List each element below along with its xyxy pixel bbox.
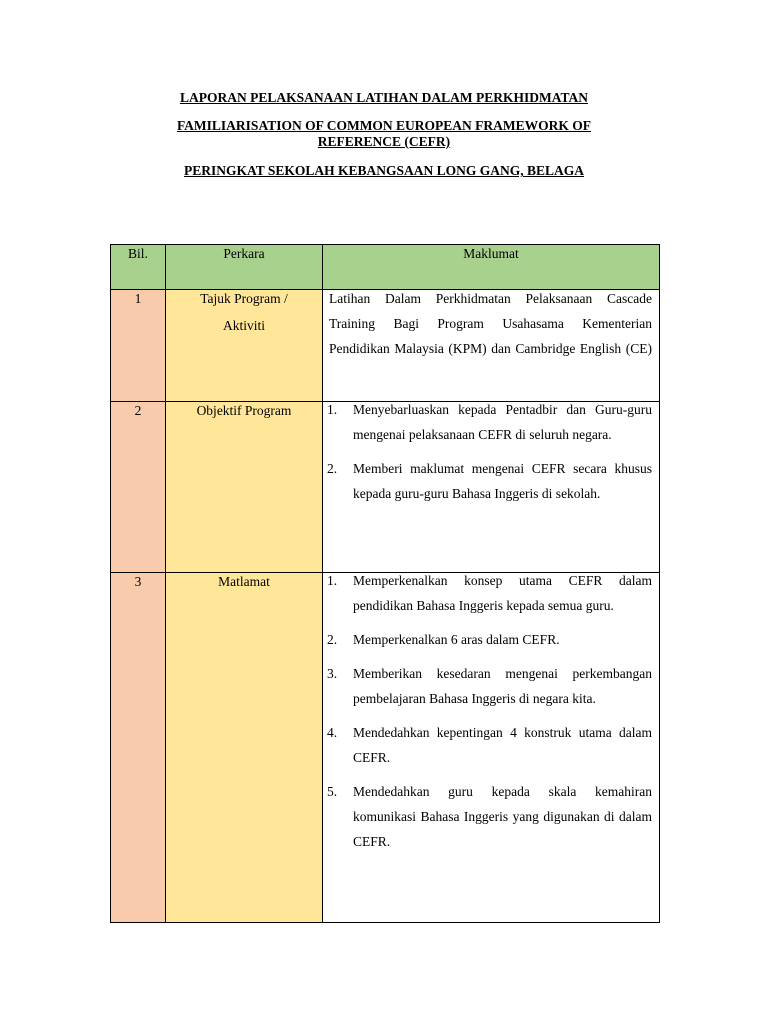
list-item-number: 4.: [327, 725, 338, 740]
goal-list: [323, 568, 659, 854]
school-title: PERINGKAT SEKOLAH KEBANGSAAN LONG GANG, BELAGA: [183, 163, 585, 178]
list-item-text: Mendedahkan guru kepada skala kemahiran komunikasi Bahasa Inggeris yang digunakan di dalam CEFR.: [353, 784, 652, 849]
header-maklumat-label: Maklumat: [463, 246, 519, 261]
row-bil-cell: [111, 573, 166, 923]
list-item-text: Menyebarluaskan kepada Pentadbir dan Guru-guru mengenai pelaksanaan CEFR di seluruh negara.: [353, 402, 652, 442]
list-item-number: 1.: [327, 402, 338, 417]
table-header-row: [111, 245, 660, 290]
list-item-text: Mendedahkan kepentingan 4 konstruk utama dalam CEFR.: [353, 725, 652, 765]
row-perkara-line2: Aktiviti: [222, 318, 265, 333]
list-item-number: 2.: [327, 461, 338, 476]
table-row: [111, 573, 660, 923]
list-item-text: Memperkenalkan 6 aras dalam CEFR.: [353, 632, 560, 647]
row-perkara: Objektif Program: [196, 403, 292, 418]
header-bil-label: Bil.: [128, 246, 148, 261]
header-maklumat: [323, 245, 660, 290]
table-row: [111, 290, 660, 402]
list-item-text: Memberi maklumat mengenai CEFR secara khusus kepada guru-guru Bahasa Inggeris di sekolah.: [353, 461, 652, 501]
row-maklumat: Latihan Dalam Perkhidmatan Pelaksanaan Cascade Training Bagi Program Usahasama Kementerian Pendidikan Malaysia (KPM) dan Cambridge English (CE): [329, 291, 652, 356]
list-item-number: 1.: [327, 573, 338, 588]
header-perkara-label: Perkara: [223, 246, 265, 261]
row-perkara-cell: [166, 290, 323, 402]
row-bil-cell: [111, 402, 166, 573]
list-item: [327, 456, 652, 506]
list-item: [327, 779, 652, 854]
row-bil: 2: [134, 403, 142, 418]
list-item: [327, 661, 652, 711]
report-title: LAPORAN PELAKSANAAN LATIHAN DALAM PERKHIDMATAN: [179, 90, 588, 105]
list-item-text: Memberikan kesedaran mengenai perkembangan pembelajaran Bahasa Inggeris di negara kita.: [353, 666, 652, 706]
row-maklumat-cell: [323, 402, 660, 573]
row-perkara-cell: [166, 573, 323, 923]
list-item-number: 3.: [327, 666, 338, 681]
list-item-number: 5.: [327, 784, 338, 799]
list-item: [327, 568, 652, 618]
row-perkara: Matlamat: [218, 574, 270, 589]
list-item: [327, 397, 652, 447]
list-item-text: Memperkenalkan konsep utama CEFR dalam pendidikan Bahasa Inggeris kepada semua guru.: [353, 573, 652, 613]
report-table: [110, 244, 660, 923]
row-bil: 3: [134, 574, 142, 589]
objective-list: [323, 397, 659, 506]
table-row: [111, 402, 660, 573]
list-item: [327, 720, 652, 770]
row-maklumat-cell: [323, 290, 660, 402]
header-bil: [111, 245, 166, 290]
row-bil-cell: [111, 290, 166, 402]
row-maklumat-cell: [323, 573, 660, 923]
row-perkara-cell: [166, 402, 323, 573]
row-bil: 1: [134, 291, 142, 306]
header-perkara: [166, 245, 323, 290]
list-item-number: 2.: [327, 632, 338, 647]
row-perkara-line1: Tajuk Program /: [200, 291, 288, 306]
list-item: [327, 627, 652, 652]
report-subtitle: FAMILIARISATION OF COMMON EUROPEAN FRAMEWORK OF REFERENCE (CEFR): [176, 118, 592, 149]
